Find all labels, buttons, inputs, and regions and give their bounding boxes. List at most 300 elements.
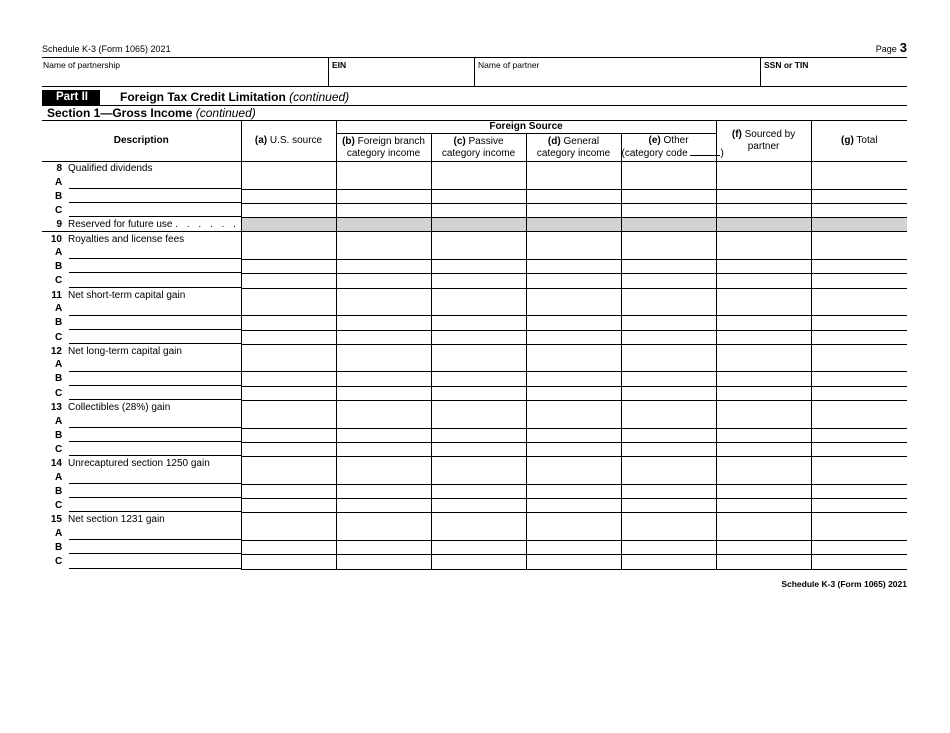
amount-cell[interactable]	[526, 372, 621, 386]
amount-cell[interactable]	[621, 246, 716, 260]
amount-cell[interactable]	[431, 232, 526, 246]
amount-cell[interactable]	[241, 499, 336, 513]
amount-cell[interactable]	[811, 386, 907, 400]
line-description	[42, 513, 241, 527]
amount-cell	[241, 218, 336, 232]
amount-cell[interactable]	[621, 189, 716, 203]
line-number: 9	[56, 219, 62, 231]
amount-cell	[526, 218, 621, 232]
amount-cell[interactable]	[431, 555, 526, 569]
subline-letter: A	[55, 247, 63, 259]
amount-cell[interactable]	[336, 246, 431, 260]
subline-letter: C	[55, 443, 63, 455]
line-label: Royalties and license fees	[68, 233, 185, 245]
subline-entry-line[interactable]	[69, 553, 241, 554]
subline-entry-line[interactable]	[69, 399, 241, 400]
amount-cell[interactable]	[811, 457, 907, 471]
amount-cell[interactable]	[621, 484, 716, 498]
col-f-label1: Sourced by	[744, 129, 796, 140]
amount-cell[interactable]	[241, 302, 336, 316]
table-row	[42, 442, 907, 456]
table-row	[42, 428, 907, 442]
amount-cell[interactable]	[241, 175, 336, 189]
subline-description[interactable]	[42, 316, 241, 330]
page-label: Page	[875, 44, 897, 54]
amount-cell[interactable]	[431, 260, 526, 274]
amount-cell[interactable]	[716, 372, 811, 386]
table-row	[42, 189, 907, 203]
amount-cell[interactable]	[241, 232, 336, 246]
amount-cell[interactable]	[811, 175, 907, 189]
amount-cell[interactable]	[431, 274, 526, 288]
amount-cell[interactable]	[621, 442, 716, 456]
table-row	[42, 175, 907, 189]
table-row	[42, 344, 907, 358]
amount-cell[interactable]	[336, 457, 431, 471]
subline-entry-line[interactable]	[69, 511, 241, 512]
amount-cell[interactable]	[241, 274, 336, 288]
amount-cell[interactable]	[526, 232, 621, 246]
amount-cell[interactable]	[811, 330, 907, 344]
amount-cell[interactable]	[621, 428, 716, 442]
subline-entry-line[interactable]	[69, 272, 241, 273]
amount-cell[interactable]	[621, 316, 716, 330]
amount-cell[interactable]	[431, 457, 526, 471]
amount-cell[interactable]	[716, 484, 811, 498]
amount-cell[interactable]	[526, 162, 621, 176]
amount-cell[interactable]	[336, 358, 431, 372]
form-id: Schedule K-3 (Form 1065) 2021	[42, 44, 171, 54]
amount-cell[interactable]	[811, 189, 907, 203]
amount-cell[interactable]	[811, 203, 907, 217]
subline-description[interactable]	[42, 386, 241, 400]
amount-cell[interactable]	[716, 232, 811, 246]
amount-cell[interactable]	[716, 499, 811, 513]
amount-cell[interactable]	[716, 513, 811, 527]
amount-cell[interactable]	[431, 358, 526, 372]
subline-description[interactable]	[42, 260, 241, 274]
amount-cell[interactable]	[621, 232, 716, 246]
col-f-label2: partner	[747, 141, 780, 152]
amount-cell[interactable]	[431, 246, 526, 260]
amount-cell[interactable]	[336, 316, 431, 330]
amount-cell[interactable]	[621, 302, 716, 316]
amount-cell[interactable]	[811, 484, 907, 498]
amount-cell[interactable]	[241, 428, 336, 442]
amount-cell[interactable]	[716, 358, 811, 372]
amount-cell[interactable]	[241, 330, 336, 344]
amount-cell[interactable]	[621, 175, 716, 189]
amount-cell[interactable]	[811, 260, 907, 274]
amount-cell[interactable]	[241, 372, 336, 386]
amount-cell[interactable]	[716, 260, 811, 274]
col-g-label: Total	[856, 135, 878, 146]
amount-cell[interactable]	[336, 302, 431, 316]
subline-letter: B	[55, 429, 63, 441]
amount-cell[interactable]	[431, 372, 526, 386]
amount-cell[interactable]	[621, 344, 716, 358]
subline-description[interactable]	[42, 330, 241, 344]
subline-entry-line[interactable]	[69, 455, 241, 456]
amount-cell[interactable]	[241, 513, 336, 527]
amount-cell[interactable]	[241, 457, 336, 471]
amount-cell[interactable]	[811, 372, 907, 386]
subline-entry-line[interactable]	[69, 329, 241, 330]
part-title-suffix: (continued)	[289, 90, 350, 104]
amount-cell[interactable]	[811, 527, 907, 541]
col-c-passive	[431, 134, 526, 162]
amount-cell[interactable]	[336, 428, 431, 442]
amount-cell[interactable]	[716, 316, 811, 330]
line-label: Reserved for future use	[68, 219, 173, 231]
amount-cell[interactable]	[811, 344, 907, 358]
amount-cell[interactable]	[336, 401, 431, 415]
amount-cell[interactable]	[621, 541, 716, 555]
amount-cell[interactable]	[811, 288, 907, 302]
amount-cell[interactable]	[716, 527, 811, 541]
subline-description[interactable]	[42, 484, 241, 498]
amount-cell[interactable]	[336, 260, 431, 274]
subline-letter: B	[55, 542, 63, 554]
amount-cell[interactable]	[526, 302, 621, 316]
line-number: 12	[50, 345, 62, 357]
table-body	[42, 162, 907, 570]
amount-cell[interactable]	[241, 189, 336, 203]
amount-cell[interactable]	[621, 372, 716, 386]
amount-cell[interactable]	[336, 442, 431, 456]
amount-cell[interactable]	[621, 288, 716, 302]
amount-cell[interactable]	[241, 527, 336, 541]
amount-cell[interactable]	[716, 442, 811, 456]
amount-cell[interactable]	[526, 499, 621, 513]
amount-cell[interactable]	[431, 288, 526, 302]
subline-entry-line[interactable]	[69, 568, 241, 569]
part-title-text: Foreign Tax Credit Limitation	[120, 90, 286, 104]
line-label: Net section 1231 gain	[68, 514, 165, 526]
category-code-blank[interactable]	[690, 147, 720, 156]
amount-cell[interactable]	[526, 203, 621, 217]
amount-cell[interactable]	[431, 162, 526, 176]
amount-cell[interactable]	[241, 471, 336, 485]
amount-cell[interactable]	[241, 358, 336, 372]
amount-cell[interactable]	[716, 541, 811, 555]
amount-cell[interactable]	[431, 386, 526, 400]
subline-letter: B	[55, 373, 63, 385]
table-row	[42, 527, 907, 541]
amount-cell[interactable]	[336, 274, 431, 288]
subline-entry-line[interactable]	[69, 441, 241, 442]
line-number: 13	[50, 401, 62, 413]
amount-cell[interactable]	[431, 541, 526, 555]
amount-cell[interactable]	[336, 372, 431, 386]
amount-cell[interactable]	[336, 386, 431, 400]
subline-description[interactable]	[42, 203, 241, 217]
ssn-tin-field[interactable]	[760, 58, 907, 86]
amount-cell[interactable]	[621, 414, 716, 428]
amount-cell[interactable]	[336, 162, 431, 176]
subline-description[interactable]	[42, 358, 241, 372]
amount-cell[interactable]	[336, 513, 431, 527]
amount-cell[interactable]	[526, 401, 621, 415]
amount-cell[interactable]	[716, 414, 811, 428]
table-row	[42, 274, 907, 288]
subline-description[interactable]	[42, 471, 241, 485]
col-a-us-source	[241, 121, 336, 162]
amount-cell[interactable]	[526, 414, 621, 428]
subline-description[interactable]	[42, 428, 241, 442]
page-indicator	[876, 40, 907, 55]
amount-cell[interactable]	[716, 457, 811, 471]
amount-cell[interactable]	[621, 386, 716, 400]
col-g-letter: (g)	[841, 135, 854, 146]
amount-cell[interactable]	[716, 246, 811, 260]
partner-name-field[interactable]	[474, 58, 760, 86]
amount-cell[interactable]	[241, 484, 336, 498]
subline-description[interactable]	[42, 246, 241, 260]
amount-cell[interactable]	[336, 499, 431, 513]
amount-cell[interactable]	[241, 541, 336, 555]
line-label: Unrecaptured section 1250 gain	[68, 458, 210, 470]
amount-cell[interactable]	[811, 499, 907, 513]
amount-cell[interactable]	[621, 513, 716, 527]
subline-description[interactable]	[42, 414, 241, 428]
amount-cell[interactable]	[336, 175, 431, 189]
amount-cell[interactable]	[621, 457, 716, 471]
amount-cell[interactable]	[716, 344, 811, 358]
subline-description[interactable]	[42, 175, 241, 189]
amount-cell[interactable]	[526, 175, 621, 189]
amount-cell[interactable]	[241, 401, 336, 415]
amount-cell[interactable]	[716, 175, 811, 189]
subline-description[interactable]	[42, 541, 241, 555]
amount-cell[interactable]	[716, 471, 811, 485]
amount-cell[interactable]	[336, 288, 431, 302]
amount-cell	[431, 218, 526, 232]
amount-cell[interactable]	[431, 401, 526, 415]
table-row	[42, 203, 907, 217]
amount-cell[interactable]	[336, 471, 431, 485]
line-description	[42, 344, 241, 358]
subline-letter: B	[55, 190, 63, 202]
amount-cell[interactable]	[431, 330, 526, 344]
amount-cell[interactable]	[431, 471, 526, 485]
amount-cell[interactable]	[336, 541, 431, 555]
amount-cell	[811, 218, 907, 232]
amount-cell[interactable]	[621, 471, 716, 485]
amount-cell[interactable]	[431, 302, 526, 316]
amount-cell[interactable]	[241, 414, 336, 428]
subline-description[interactable]	[42, 527, 241, 541]
amount-cell[interactable]	[336, 203, 431, 217]
subline-description[interactable]	[42, 555, 241, 569]
table-row	[42, 246, 907, 260]
amount-cell[interactable]	[526, 541, 621, 555]
subline-entry-line[interactable]	[69, 343, 241, 344]
amount-cell[interactable]	[716, 555, 811, 569]
col-c-label1: Passive	[468, 135, 504, 147]
foreign-source-label: Foreign Source	[489, 121, 563, 132]
amount-cell[interactable]	[336, 330, 431, 344]
amount-cell[interactable]	[526, 442, 621, 456]
amount-cell[interactable]	[336, 484, 431, 498]
subline-description[interactable]	[42, 372, 241, 386]
amount-cell[interactable]	[811, 232, 907, 246]
amount-cell[interactable]	[241, 288, 336, 302]
amount-cell[interactable]	[526, 246, 621, 260]
amount-cell[interactable]	[811, 162, 907, 176]
amount-cell[interactable]	[811, 541, 907, 555]
amount-cell[interactable]	[241, 442, 336, 456]
subline-entry-line[interactable]	[69, 287, 241, 288]
table-row	[42, 316, 907, 330]
amount-cell[interactable]	[526, 330, 621, 344]
amount-cell[interactable]	[621, 260, 716, 274]
amount-cell[interactable]	[811, 401, 907, 415]
amount-cell[interactable]	[811, 442, 907, 456]
line-description	[42, 457, 241, 471]
amount-cell[interactable]	[526, 274, 621, 288]
amount-cell[interactable]	[716, 386, 811, 400]
amount-cell[interactable]	[431, 499, 526, 513]
col-e-label2: (category code	[621, 148, 688, 159]
amount-cell[interactable]	[811, 302, 907, 316]
form-footer: Schedule K-3 (Form 1065) 2021	[781, 579, 907, 589]
amount-cell[interactable]	[526, 527, 621, 541]
section-heading	[42, 106, 907, 121]
amount-cell[interactable]	[621, 527, 716, 541]
amount-cell[interactable]	[716, 189, 811, 203]
subline-letter: B	[55, 317, 63, 329]
amount-cell[interactable]	[811, 428, 907, 442]
amount-cell[interactable]	[526, 386, 621, 400]
line-description	[42, 288, 241, 302]
amount-cell[interactable]	[621, 401, 716, 415]
subline-description[interactable]	[42, 302, 241, 316]
amount-cell[interactable]	[716, 302, 811, 316]
subline-letter: C	[55, 331, 63, 343]
amount-cell[interactable]	[336, 527, 431, 541]
table-row	[42, 499, 907, 513]
amount-cell[interactable]	[241, 555, 336, 569]
ssn-tin-label: SSN or TIN	[764, 60, 809, 70]
amount-cell[interactable]	[526, 344, 621, 358]
partnership-name-field[interactable]	[42, 58, 328, 86]
subline-description[interactable]	[42, 499, 241, 513]
amount-cell[interactable]	[716, 330, 811, 344]
subline-entry-line[interactable]	[69, 202, 241, 203]
subline-entry-line[interactable]	[69, 497, 241, 498]
table-row	[42, 162, 907, 176]
amount-cell[interactable]	[431, 189, 526, 203]
amount-cell[interactable]	[621, 555, 716, 569]
amount-cell[interactable]	[526, 358, 621, 372]
amount-cell[interactable]	[811, 555, 907, 569]
amount-cell[interactable]	[811, 471, 907, 485]
amount-cell[interactable]	[811, 358, 907, 372]
ein-label: EIN	[332, 60, 347, 70]
amount-cell[interactable]	[716, 274, 811, 288]
amount-cell[interactable]	[811, 246, 907, 260]
table-row	[42, 513, 907, 527]
amount-cell[interactable]	[431, 442, 526, 456]
section-suffix: (continued)	[195, 106, 256, 120]
amount-cell[interactable]	[336, 344, 431, 358]
amount-cell[interactable]	[241, 246, 336, 260]
amount-cell[interactable]	[716, 288, 811, 302]
amount-cell[interactable]	[526, 428, 621, 442]
amount-cell[interactable]	[526, 484, 621, 498]
table-row	[42, 372, 907, 386]
amount-cell[interactable]	[241, 344, 336, 358]
amount-cell[interactable]	[526, 316, 621, 330]
amount-cell[interactable]	[621, 162, 716, 176]
amount-cell[interactable]	[811, 414, 907, 428]
amount-cell[interactable]	[431, 175, 526, 189]
amount-cell	[336, 218, 431, 232]
amount-cell[interactable]	[241, 203, 336, 217]
amount-cell[interactable]	[716, 401, 811, 415]
amount-cell[interactable]	[336, 232, 431, 246]
amount-cell[interactable]	[526, 513, 621, 527]
col-c-letter: (c)	[453, 135, 466, 147]
amount-cell[interactable]	[431, 527, 526, 541]
amount-cell[interactable]	[621, 358, 716, 372]
amount-cell[interactable]	[431, 316, 526, 330]
amount-cell[interactable]	[336, 414, 431, 428]
amount-cell[interactable]	[241, 162, 336, 176]
amount-cell[interactable]	[431, 203, 526, 217]
amount-cell[interactable]	[621, 203, 716, 217]
amount-cell[interactable]	[431, 414, 526, 428]
amount-cell[interactable]	[811, 274, 907, 288]
amount-cell[interactable]	[526, 555, 621, 569]
identification-row	[42, 58, 907, 87]
amount-cell[interactable]	[811, 316, 907, 330]
amount-cell[interactable]	[811, 513, 907, 527]
amount-cell[interactable]	[431, 428, 526, 442]
amount-cell[interactable]	[621, 274, 716, 288]
subline-letter: A	[55, 415, 63, 427]
subline-description[interactable]	[42, 189, 241, 203]
amount-cell[interactable]	[241, 316, 336, 330]
table-row	[42, 330, 907, 344]
amount-cell[interactable]	[241, 260, 336, 274]
amount-cell[interactable]	[431, 484, 526, 498]
amount-cell[interactable]	[526, 260, 621, 274]
amount-cell[interactable]	[526, 288, 621, 302]
amount-cell[interactable]	[526, 471, 621, 485]
amount-cell[interactable]	[431, 513, 526, 527]
amount-cell[interactable]	[431, 344, 526, 358]
amount-cell[interactable]	[621, 499, 716, 513]
subline-description[interactable]	[42, 442, 241, 456]
amount-cell[interactable]	[716, 203, 811, 217]
subline-entry-line[interactable]	[69, 385, 241, 386]
amount-cell[interactable]	[621, 330, 716, 344]
subline-description[interactable]	[42, 274, 241, 288]
ein-field[interactable]	[328, 58, 474, 86]
amount-cell[interactable]	[526, 457, 621, 471]
amount-cell[interactable]	[716, 428, 811, 442]
section-title: Section 1—Gross Income	[47, 106, 193, 120]
amount-cell[interactable]	[336, 555, 431, 569]
amount-cell[interactable]	[241, 386, 336, 400]
amount-cell[interactable]	[716, 162, 811, 176]
amount-cell[interactable]	[336, 189, 431, 203]
amount-cell	[716, 218, 811, 232]
subline-entry-line[interactable]	[69, 216, 241, 217]
amount-cell[interactable]	[526, 189, 621, 203]
